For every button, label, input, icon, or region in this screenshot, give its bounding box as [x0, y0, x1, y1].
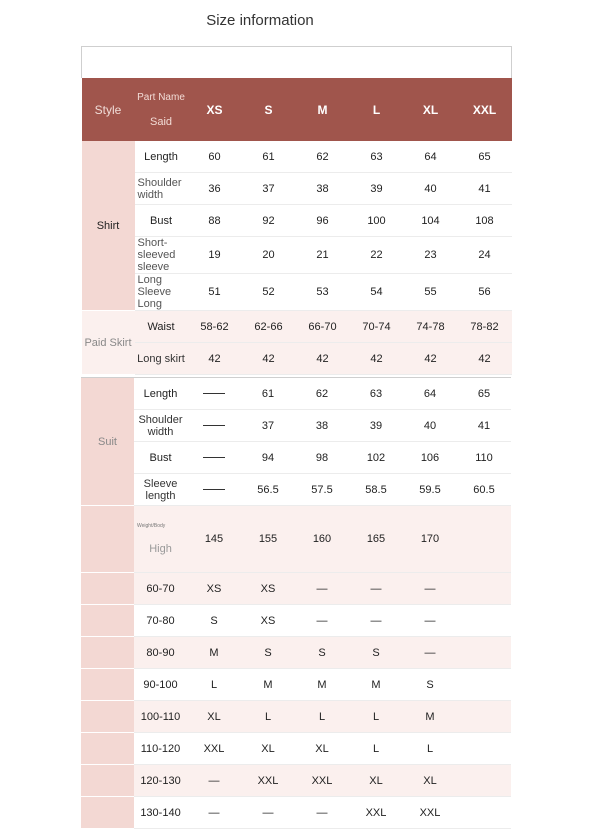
size-value: 39	[350, 173, 404, 205]
suit-row	[81, 442, 511, 474]
suit-row	[81, 474, 511, 506]
size-value: 64	[404, 141, 458, 173]
size-value: 40	[404, 173, 458, 205]
recommended-size: XL	[295, 733, 349, 765]
recommended-size: —	[403, 573, 457, 605]
recommended-size: —	[349, 605, 403, 637]
recommended-size: L	[187, 669, 241, 701]
size-value: 62-66	[242, 311, 296, 343]
size-value: 63	[350, 141, 404, 173]
size-value: 56	[458, 274, 512, 311]
suit-row	[81, 410, 511, 442]
size-value: 42	[242, 343, 296, 375]
size-header-s: S	[242, 78, 296, 141]
weight-row	[81, 605, 511, 637]
recommended-size: XL	[349, 765, 403, 797]
size-value: 108	[458, 205, 512, 237]
part-label: Long skirt	[135, 343, 188, 375]
recommended-size: XXL	[349, 797, 403, 829]
size-value: 24	[458, 237, 512, 274]
empty-cell	[457, 669, 511, 701]
size-value: 39	[349, 410, 403, 442]
size-value: 98	[295, 442, 349, 474]
size-header-xl: XL	[404, 78, 458, 141]
shirt-row	[82, 205, 512, 237]
size-value: 42	[296, 343, 350, 375]
recommended-size: S	[295, 637, 349, 669]
height-header: 145	[187, 506, 241, 573]
height-header: 160	[295, 506, 349, 573]
part-label: Shoulder width	[135, 173, 188, 205]
size-value: 56.5	[241, 474, 295, 506]
recommended-size: XL	[403, 765, 457, 797]
recommended-size: S	[241, 637, 295, 669]
recommended-size: —	[187, 765, 241, 797]
size-value: 58.5	[349, 474, 403, 506]
size-value: 53	[296, 274, 350, 311]
part-label: Sleeve length	[134, 474, 187, 506]
recommended-size: —	[403, 605, 457, 637]
weight-range: 130-140	[134, 797, 187, 829]
empty-cell	[457, 573, 511, 605]
size-value: 40	[403, 410, 457, 442]
size-header-xs: XS	[188, 78, 242, 141]
size-value: 58-62	[188, 311, 242, 343]
suit-row	[81, 378, 511, 410]
size-value: 70-74	[350, 311, 404, 343]
size-value: 20	[242, 237, 296, 274]
said-label: Said	[149, 115, 173, 128]
size-value: 102	[349, 442, 403, 474]
weight-row	[81, 669, 511, 701]
header-row	[82, 78, 512, 141]
empty-cell	[457, 605, 511, 637]
size-value: 66-70	[296, 311, 350, 343]
side-cell	[81, 506, 134, 573]
dash-line	[203, 457, 225, 458]
size-value: 110	[457, 442, 511, 474]
empty-cell	[457, 506, 511, 573]
size-value: 54	[350, 274, 404, 311]
size-value: 92	[242, 205, 296, 237]
weight-range: 100-110	[134, 701, 187, 733]
recommended-size: M	[187, 637, 241, 669]
size-value: 104	[404, 205, 458, 237]
weight-row	[81, 573, 511, 605]
recommended-size: L	[403, 733, 457, 765]
size-value: 65	[458, 141, 512, 173]
side-cell	[81, 701, 134, 733]
size-value: 52	[242, 274, 296, 311]
side-cell	[81, 605, 134, 637]
category-skirt: Paid Skirt	[82, 311, 135, 375]
size-value: 88	[188, 205, 242, 237]
height-header: 155	[241, 506, 295, 573]
empty-cell	[457, 797, 511, 829]
page-title: Size information	[206, 12, 314, 29]
skirt-row	[82, 311, 512, 343]
size-value: 41	[458, 173, 512, 205]
recommended-size: L	[349, 733, 403, 765]
size-value: 42	[404, 343, 458, 375]
side-cell	[81, 765, 134, 797]
high-label: High	[149, 543, 172, 555]
size-value: 37	[242, 173, 296, 205]
size-value: 64	[403, 378, 457, 410]
weight-body-label: Weight/Body	[137, 523, 166, 529]
xs-not-available	[187, 410, 241, 442]
recommended-size: XL	[241, 733, 295, 765]
recommended-size: —	[295, 797, 349, 829]
size-table-suit	[81, 377, 511, 829]
size-value: 96	[296, 205, 350, 237]
recommended-size: L	[349, 701, 403, 733]
size-value: 65	[457, 378, 511, 410]
size-value: 21	[296, 237, 350, 274]
skirt-row	[82, 343, 512, 375]
recommended-size: M	[241, 669, 295, 701]
part-label: Length	[135, 141, 188, 173]
recommended-size: —	[295, 605, 349, 637]
size-value: 38	[295, 410, 349, 442]
dash-line	[203, 393, 225, 394]
weight-range: 70-80	[134, 605, 187, 637]
size-value: 61	[241, 378, 295, 410]
size-value: 74-78	[404, 311, 458, 343]
watermark	[318, 13, 428, 31]
xs-not-available	[187, 378, 241, 410]
recommended-size: XXL	[187, 733, 241, 765]
size-value: 37	[241, 410, 295, 442]
size-value: 42	[458, 343, 512, 375]
xs-not-available	[187, 442, 241, 474]
size-value: 61	[242, 141, 296, 173]
empty-cell	[457, 701, 511, 733]
part-label: Length	[134, 378, 187, 410]
recommended-size: S	[349, 637, 403, 669]
weight-row	[81, 637, 511, 669]
height-header: 165	[349, 506, 403, 573]
side-cell	[81, 573, 134, 605]
recommended-size: —	[403, 637, 457, 669]
recommended-size: XXL	[403, 797, 457, 829]
weight-range: 110-120	[134, 733, 187, 765]
weight-range: 80-90	[134, 637, 187, 669]
shirt-row	[82, 173, 512, 205]
recommended-size: XS	[187, 573, 241, 605]
recommended-size: —	[241, 797, 295, 829]
size-value: 60.5	[457, 474, 511, 506]
dash-line	[203, 425, 225, 426]
part-label: Bust	[134, 442, 187, 474]
empty-cell	[457, 765, 511, 797]
weight-range: 60-70	[134, 573, 187, 605]
weight-row	[81, 733, 511, 765]
shirt-row	[82, 237, 512, 274]
size-value: 38	[296, 173, 350, 205]
weight-row	[81, 701, 511, 733]
weight-row	[81, 765, 511, 797]
size-value: 51	[188, 274, 242, 311]
recommended-size: XXL	[241, 765, 295, 797]
recommended-size: —	[349, 573, 403, 605]
weight-height-header-row	[81, 506, 511, 573]
recommended-size: XXL	[295, 765, 349, 797]
size-value: 55	[404, 274, 458, 311]
recommended-size: XS	[241, 605, 295, 637]
recommended-size: —	[187, 797, 241, 829]
size-value: 60	[188, 141, 242, 173]
size-header-xxl: XXL	[458, 78, 512, 141]
part-name-label: Part Name	[137, 91, 185, 103]
size-value: 42	[188, 343, 242, 375]
size-value: 22	[350, 237, 404, 274]
style-header: Style	[82, 78, 135, 141]
shirt-row	[82, 141, 512, 173]
size-header-l: L	[350, 78, 404, 141]
recommended-size: M	[403, 701, 457, 733]
part-label: Shoulder width	[134, 410, 187, 442]
height-header: 170	[403, 506, 457, 573]
size-value: 106	[403, 442, 457, 474]
xs-not-available	[187, 474, 241, 506]
recommended-size: M	[349, 669, 403, 701]
part-label: Long Sleeve Long	[135, 274, 188, 311]
recommended-size: S	[403, 669, 457, 701]
part-label: Short-sleeved sleeve	[135, 237, 188, 274]
recommended-size: XL	[187, 701, 241, 733]
blank-header-row	[82, 47, 512, 79]
size-value: 41	[457, 410, 511, 442]
recommended-size: —	[295, 573, 349, 605]
weight-row	[81, 797, 511, 829]
category-shirt: Shirt	[82, 141, 135, 311]
size-value: 36	[188, 173, 242, 205]
shirt-row	[82, 274, 512, 311]
side-cell	[81, 797, 134, 829]
size-header-m: M	[296, 78, 350, 141]
recommended-size: M	[295, 669, 349, 701]
recommended-size: XS	[241, 573, 295, 605]
weight-height-label	[134, 506, 187, 573]
size-value: 100	[350, 205, 404, 237]
size-value: 59.5	[403, 474, 457, 506]
size-value: 57.5	[295, 474, 349, 506]
recommended-size: L	[241, 701, 295, 733]
size-value: 94	[241, 442, 295, 474]
recommended-size: L	[295, 701, 349, 733]
part-label: Waist	[135, 311, 188, 343]
weight-range: 90-100	[134, 669, 187, 701]
size-value: 78-82	[458, 311, 512, 343]
side-cell	[81, 637, 134, 669]
size-value: 19	[188, 237, 242, 274]
category-suit: Suit	[81, 378, 134, 506]
size-value: 62	[296, 141, 350, 173]
size-value: 23	[404, 237, 458, 274]
side-cell	[81, 669, 134, 701]
side-cell	[81, 733, 134, 765]
recommended-size: S	[187, 605, 241, 637]
size-value: 62	[295, 378, 349, 410]
weight-range: 120-130	[134, 765, 187, 797]
dash-line	[203, 489, 225, 490]
size-value: 63	[349, 378, 403, 410]
size-table-garments	[81, 46, 512, 375]
size-value: 42	[350, 343, 404, 375]
empty-cell	[457, 637, 511, 669]
part-name-header	[135, 78, 188, 141]
part-label: Bust	[135, 205, 188, 237]
empty-cell	[457, 733, 511, 765]
